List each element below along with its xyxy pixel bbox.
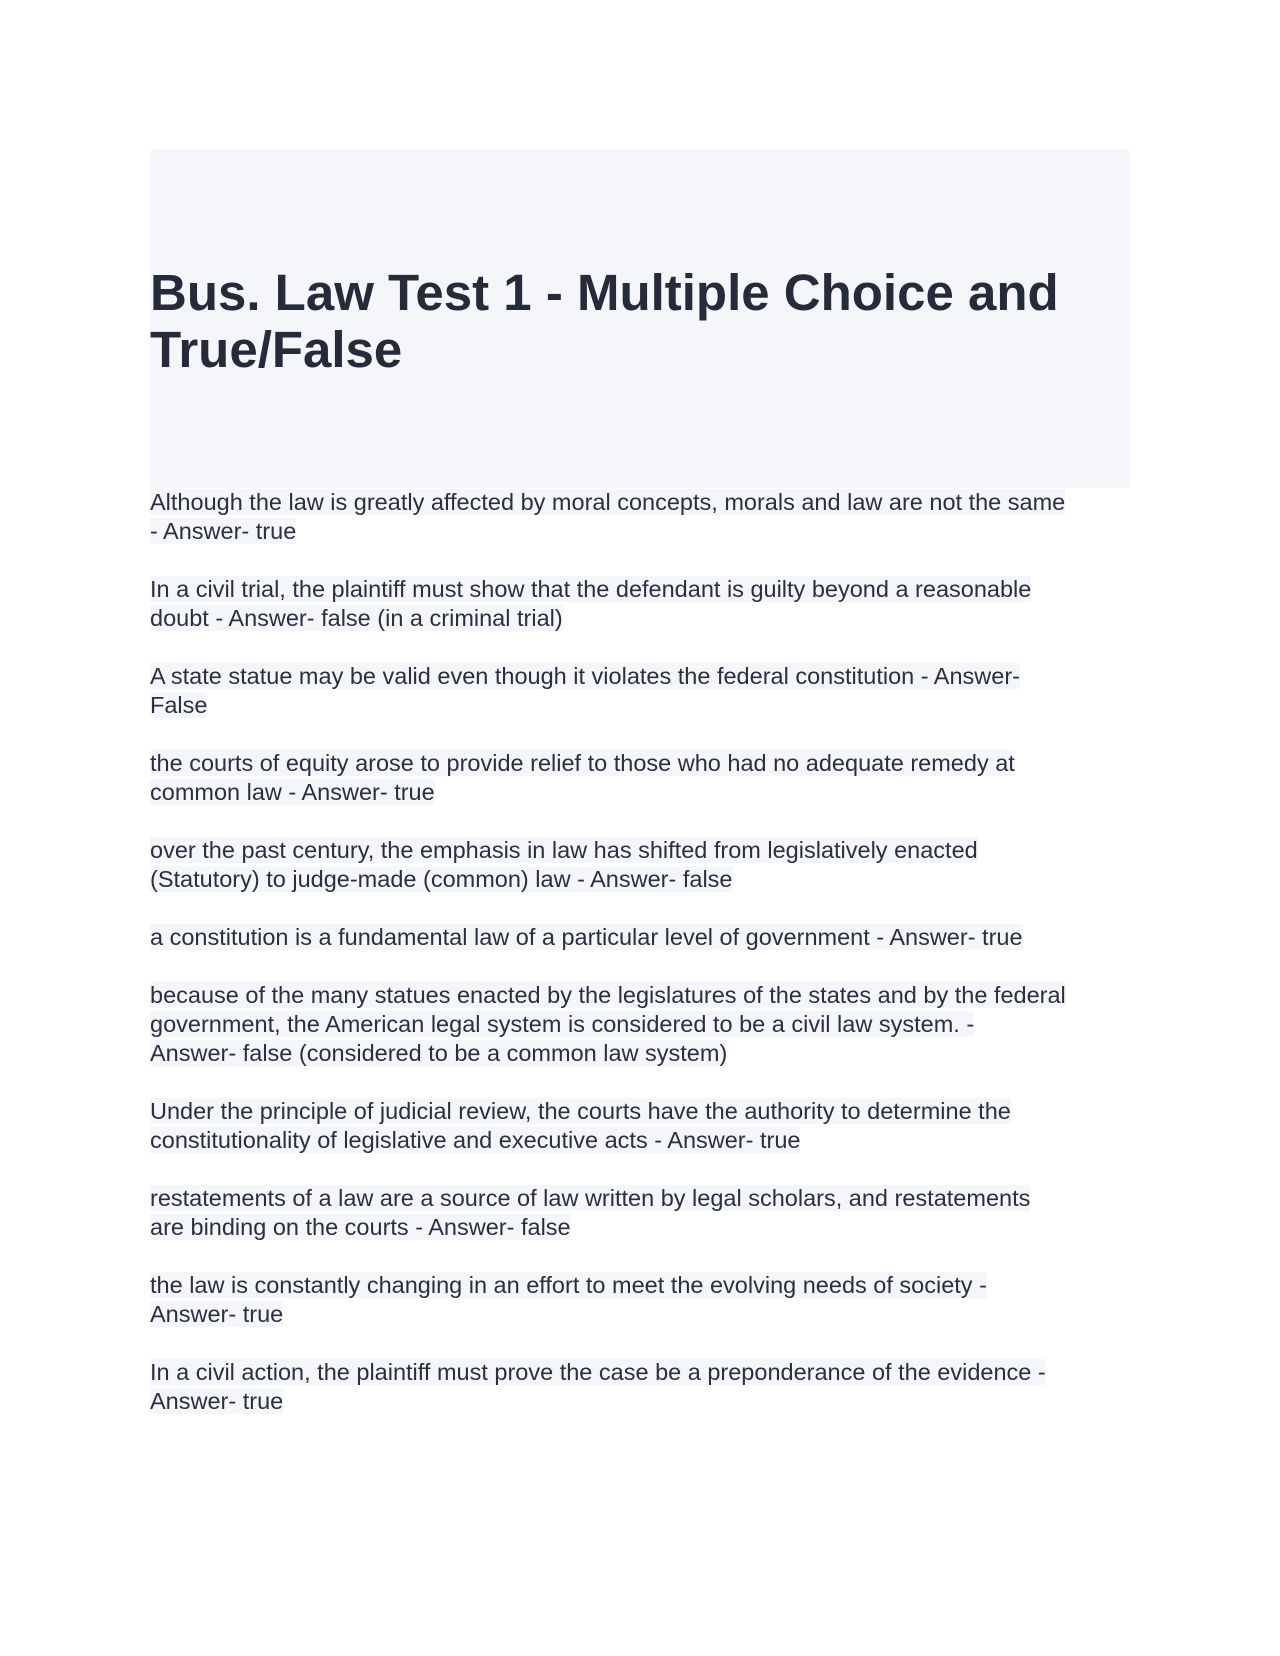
question-item [150,662,1130,720]
question-line: Answer- false (considered to be a common law system) [150,1040,728,1066]
question-line: In a civil trial, the plaintiff must show that the defendant is guilty beyond a reasonable [150,576,1032,602]
question-line: Answer- true [150,1388,284,1414]
title-line-2: True/False [150,321,403,378]
question-line: Answer- true [150,1301,284,1327]
question-item [150,923,1130,952]
question-line: a constitution is a fundamental law of a particular level of government - Answer- true [150,924,1023,950]
question-item [150,836,1130,894]
question-item [150,1271,1130,1329]
question-line: the law is constantly changing in an effort to meet the evolving needs of society - [150,1272,987,1298]
question-line: because of the many statues enacted by the legislatures of the states and by the federal [150,982,1066,1008]
question-list [150,488,1130,1416]
question-item [150,488,1130,546]
question-item [150,1358,1130,1416]
question-item [150,1184,1130,1242]
question-line: common law - Answer- true [150,779,435,805]
question-line: - Answer- true [150,518,297,544]
question-item [150,575,1130,633]
question-item [150,749,1130,807]
question-line: restatements of a law are a source of law written by legal scholars, and restatements [150,1185,1031,1211]
question-line: doubt - Answer- false (in a criminal trial) [150,605,563,631]
question-item [150,981,1130,1068]
question-line: A state statue may be valid even though it violates the federal constitution - Answer- [150,663,1020,689]
title-block [150,150,1130,488]
page-title [150,264,1059,378]
question-line: (Statutory) to judge-made (common) law - Answer- false [150,866,733,892]
question-line: In a civil action, the plaintiff must prove the case be a preponderance of the evidence - [150,1359,1046,1385]
question-item [150,1097,1130,1155]
question-line: Under the principle of judicial review, the courts have the authority to determine the [150,1098,1011,1124]
title-line-1: Bus. Law Test 1 - Multiple Choice and [150,264,1059,321]
document-page [150,150,1130,1445]
question-line: Although the law is greatly affected by moral concepts, morals and law are not the same [150,489,1066,515]
question-line: government, the American legal system is considered to be a civil law system. - [150,1011,975,1037]
question-line: over the past century, the emphasis in law has shifted from legislatively enacted [150,837,978,863]
question-line: constitutionality of legislative and executive acts - Answer- true [150,1127,801,1153]
question-line: are binding on the courts - Answer- false [150,1214,571,1240]
question-line: the courts of equity arose to provide relief to those who had no adequate remedy at [150,750,1015,776]
question-line: False [150,692,208,718]
